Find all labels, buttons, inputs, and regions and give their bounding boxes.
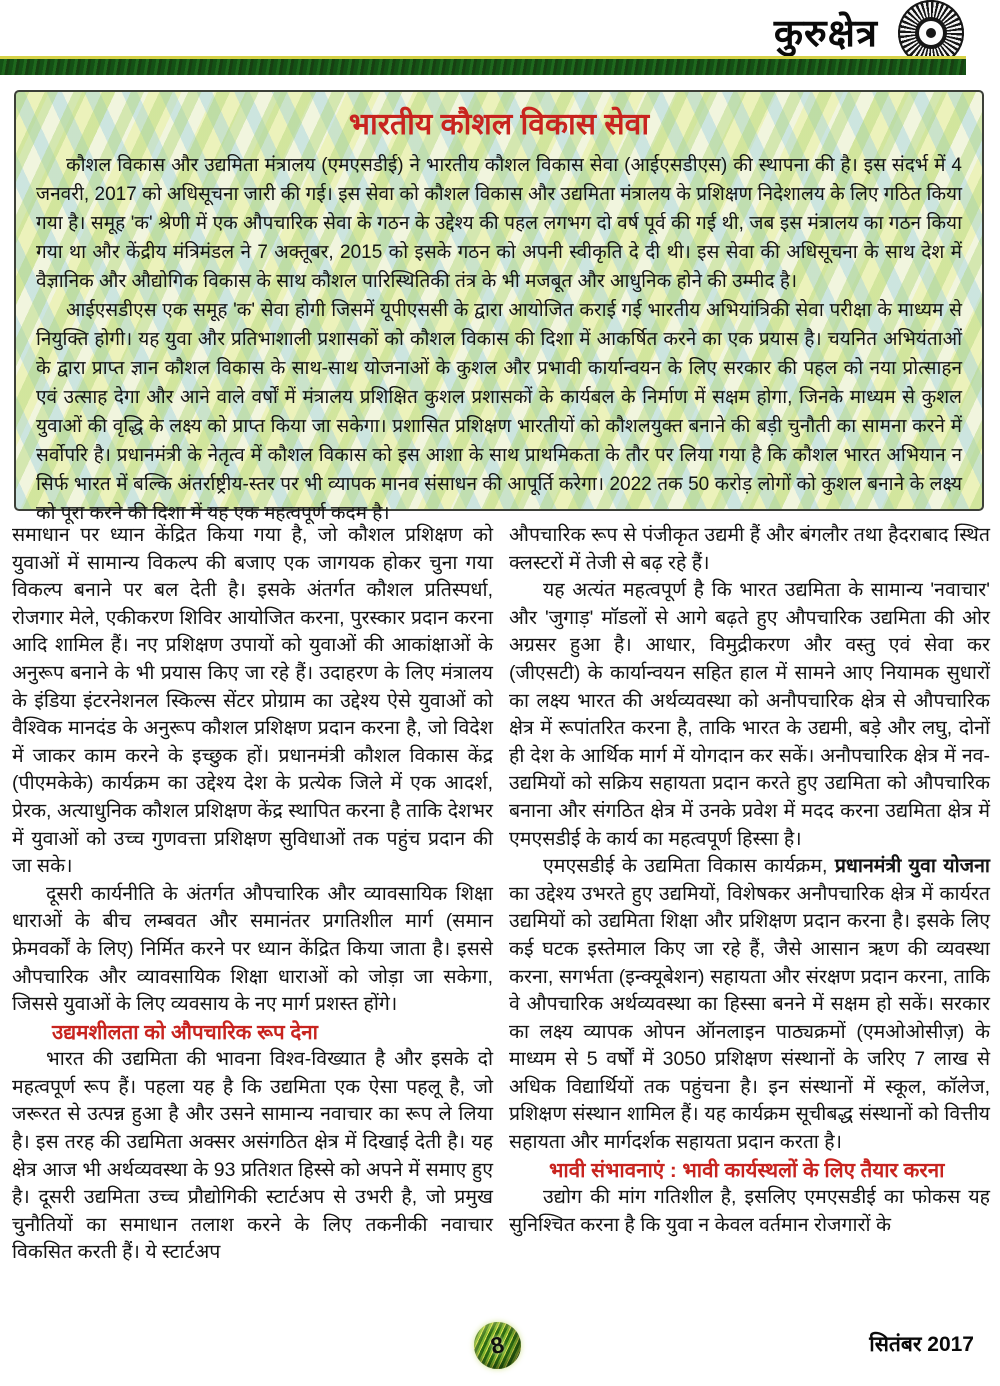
feature-paragraph-2: आईएसडीएस एक समूह 'क' सेवा होगी जिसमें यूपीएससी के द्वारा आयोजित कराई गई भारतीय अभियांत्रिकी सेवा परीक्षा के माध्यम से नियुक्ति होगी। यह युवा और प्रतिभाशाली प्रशासकों को कौशल विकास की दिशा में आकर्षित करने का एक प्रयास है। चयनित अभियंताओं के द्वारा प्राप्त ज्ञान कौशल विकास के साथ-साथ योजनाओं के कुशल और प्रभावी कार्यान्वयन के लिए सरकार की पहल को नया प्रोत्साहन एवं उत्साह देगा और आने वाले वर्षों में मंत्रालय प्रशिक्षित कुशल प्रशासकों के कार्यबल के निर्माण में सक्षम होगा, जिनके माध्यम से कुशल युवाओं की वृद्धि के लक्ष्य को प्राप्त किया जा सकेगा। प्रशासित प्रशिक्षण भारतीयों को कौशलयुक्त बनाने की बड़ी चुनौती का सामना करने में सर्वोपरि है। प्रधानमंत्री के नेतृत्व में कौशल विकास को इस आशा के साथ प्राथमिकता के तौर पर लिया गया है कि कौशल भारत अभियान न सिर्फ भारत में बल्कि अंतर्राष्ट्रीय-स्तर पर भी व्यापक मानव संसाधन की आपूर्ति करेगा। 2022 तक 50 करोड़ लोगों को कुशल बनाने के लक्ष्य को पूरा करने की दिशा में यह एक महत्वपूर्ण कदम है।	[36, 300, 962, 524]
right-paragraph-2: यह अत्यंत महत्वपूर्ण है कि भारत उद्यमिता के सामान्य 'नवाचार' और 'जुगाड़' मॉडलों से आगे बढ़ते हुए औपचारिक उद्यमिता की ओर अग्रसर हुआ है। आधार, विमुद्रीकरण और वस्तु एवं सेवा कर (जीएसटी) के कार्यान्वयन सहित हाल में सामने आए नियामक सुधारों का लक्ष्य भारत की अर्थव्यवस्था को अनौपचारिक क्षेत्र से औपचारिक क्षेत्र में रूपांतरित करना है, ताकि भारत के उद्यमी, बड़े और लघु, दोनों ही देश के आर्थिक मार्ग में योगदान कर सकें। अनौपचारिक क्षेत्र में नव-उद्यमियों को सक्रिय सहायता प्रदान करते हुए उद्यमिता को औपचारिक बनाना और संगठित क्षेत्र में उनके प्रवेश में मदद करना उद्यमिता क्षेत्र में एमएसडीई के कार्य का महत्वपूर्ण हिस्सा है।	[509, 579, 990, 850]
right-column	[509, 522, 990, 1267]
right-subheading: भावी संभावनाएं : भावी कार्यस्थलों के लिए तैयार करना	[549, 1158, 945, 1182]
page-number: 8	[488, 1330, 507, 1360]
issue-date: सितंबर 2017	[869, 1333, 974, 1356]
left-paragraph-1: समाधान पर ध्यान केंद्रित किया गया है, जो कौशल प्रशिक्षण को युवाओं में सामान्य विकल्प की बजाए एक जागयक होकर चुना गया विकल्प बनाने पर बल देती है। इसके अंतर्गत कौशल प्रतिस्पर्धा, रोजगार मेले, एकीकरण शिविर आयोजित करना, पुरस्कार प्रदान करना आदि शामिल हैं। नए प्रशिक्षण उपायों को युवाओं की आकांक्षाओं के अनुरूप बनाने के भी प्रयास किए जा रहे हैं। उदाहरण के लिए मंत्रालय के इंडिया इंटरनेशनल स्किल्स सेंटर प्रोग्राम का उद्देश्य ऐसे युवाओं को वैश्विक मानदंड के अनुरूप कौशल प्रशिक्षण प्रदान करना है, जो विदेश में जाकर काम करने के इच्छुक हों। प्रधानमंत्री कौशल विकास केंद्र (पीएमकेके) कार्यक्रम का उद्देश्य देश के प्रत्येक जिले में एक आदर्श, प्रेरक, अत्याधुनिक कौशल प्रशिक्षण केंद्र स्थापित करना है ताकि देशभर में युवाओं को उच्च गुणवत्ता प्रशिक्षण सुविधाओं तक पहुंच प्रदान की जा सके।	[12, 524, 493, 878]
left-paragraph-2: दूसरी कार्यनीति के अंतर्गत औपचारिक और व्यावसायिक शिक्षा धाराओं के बीच लम्बवत और समानंतर प्रगतिशील मार्ग (समान फ्रेमवर्कों के लिए) निर्मित करने पर ध्यान केंद्रित किया जाता है। इससे औपचारिक और व्यावसायिक शिक्षा धाराओं को जोड़ा जा सकेगा, जिससे युवाओं के लिए व्यवसाय के नए मार्ग प्रशस्त होंगे।	[12, 882, 493, 1016]
magazine-title: कुरुक्षेत्र	[773, 13, 878, 55]
left-subheading: उद्यमशीलता को औपचारिक रूप देना	[52, 1020, 318, 1044]
page-number-badge	[474, 1322, 521, 1369]
feature-paragraph-1: कौशल विकास और उद्यमिता मंत्रालय (एमएसडीई) ने भारतीय कौशल विकास सेवा (आईएसडीएस) की स्थापना की है। इस संदर्भ में 4 जनवरी, 2017 को अधिसूचना जारी की गई। इस सेवा को कौशल विकास और उद्यमिता मंत्रालय के प्रशिक्षण निदेशालय के लिए गठित किया गया है। समूह 'क' श्रेणी में एक औपचारिक सेवा के गठन के उद्देश्य की पहल लगभग दो वर्ष पूर्व की गई थी, जब इस मंत्रालय का गठन किया गया था और केंद्रीय मंत्रिमंडल ने 7 अक्तूबर, 2015 को इसके गठन को अपनी स्वीकृति दे दी थी। इस सेवा की अधिसूचना के साथ देश में वैज्ञानिक और औद्योगिक विकास के साथ कौशल पारिस्थितिकी तंत्र के भी मजबूत और आधुनिक होने की उम्मीद है।	[36, 155, 962, 292]
article-body	[12, 522, 990, 1267]
right-paragraph-3	[509, 853, 990, 1157]
scheme-name-bold: प्रधानमंत्री युवा योजना	[834, 855, 990, 878]
feature-box	[14, 90, 984, 524]
right-paragraph-4: उद्योग की मांग गतिशील है, इसलिए एमएसडीई का फोकस यह सुनिश्चित करना है कि युवा न केवल वर्तमान रोजगारों के	[509, 1186, 990, 1236]
right-paragraph-3-post: का उद्देश्य उभरते हुए उद्यमियों, विशेषकर अनौपचारिक क्षेत्र में कार्यरत उद्यमियों को उद्यमिता शिक्षा और प्रशिक्षण प्रदान करना है। इसके लिए कई घटक इस्तेमाल किए जा रहे हैं, जैसे आसान ऋण की व्यवस्था करना, सगर्भता (इन्क्यूबेशन) सहायता और संरक्षण प्रदान करना, ताकि वे औपचारिक अर्थव्यवस्था का हिस्सा बनने में सक्षम हो सकें। सरकार का लक्ष्य व्यापक ओपन ऑनलाइन पाठ्यक्रमों (एमओओसीज़) के माध्यम से 5 वर्षों में 3050 प्रशिक्षण संस्थानों के जरिए 7 लाख से अधिक विद्यार्थियों तक पहुंचना है। इन संस्थानों में स्कूल, कॉलेज, प्रशिक्षण संस्थान शामिल हैं। यह कार्यक्रम सूचीबद्ध संस्थानों को वित्तीय सहायता और मार्गदर्शक सहायता प्रदान करता है।	[509, 882, 990, 1154]
feature-title: भारतीय कौशल विकास सेवा	[348, 108, 650, 141]
right-paragraph-1: औपचारिक रूप से पंजीकृत उद्यमी हैं और बंगलौर तथा हैदराबाद स्थित क्लस्टरों में तेजी से बढ़ रहे हैं।	[509, 524, 990, 574]
left-column	[12, 522, 493, 1267]
right-paragraph-3-pre: एमएसडीई के उद्यमिता विकास कार्यक्रम,	[543, 855, 835, 878]
left-paragraph-3: भारत की उद्यमिता की भावना विश्व-विख्यात है और इसके दो महत्वपूर्ण रूप हैं। पहला यह है कि उद्यमिता एक ऐसा पहलू है, जो जरूरत से उत्पन्न हुआ है और उसने सामान्य नवाचार का रूप ले लिया है। इस तरह की उद्यमिता अक्सर असंगठित क्षेत्र में दिखाई देती है। यह क्षेत्र आज भी अर्थव्यवस्था के 93 प्रतिशत हिस्से को अपने में समाए हुए है। दूसरी उद्यमिता उच्च प्रौद्योगिकी स्टार्टअप से उभरी है, जो प्रमुख चुनौतियों का समाधान तलाश करने के लिए तकनीकी नवाचार विकसित करती हैं। ये स्टार्टअप	[12, 1048, 493, 1264]
header-divider	[0, 56, 966, 75]
